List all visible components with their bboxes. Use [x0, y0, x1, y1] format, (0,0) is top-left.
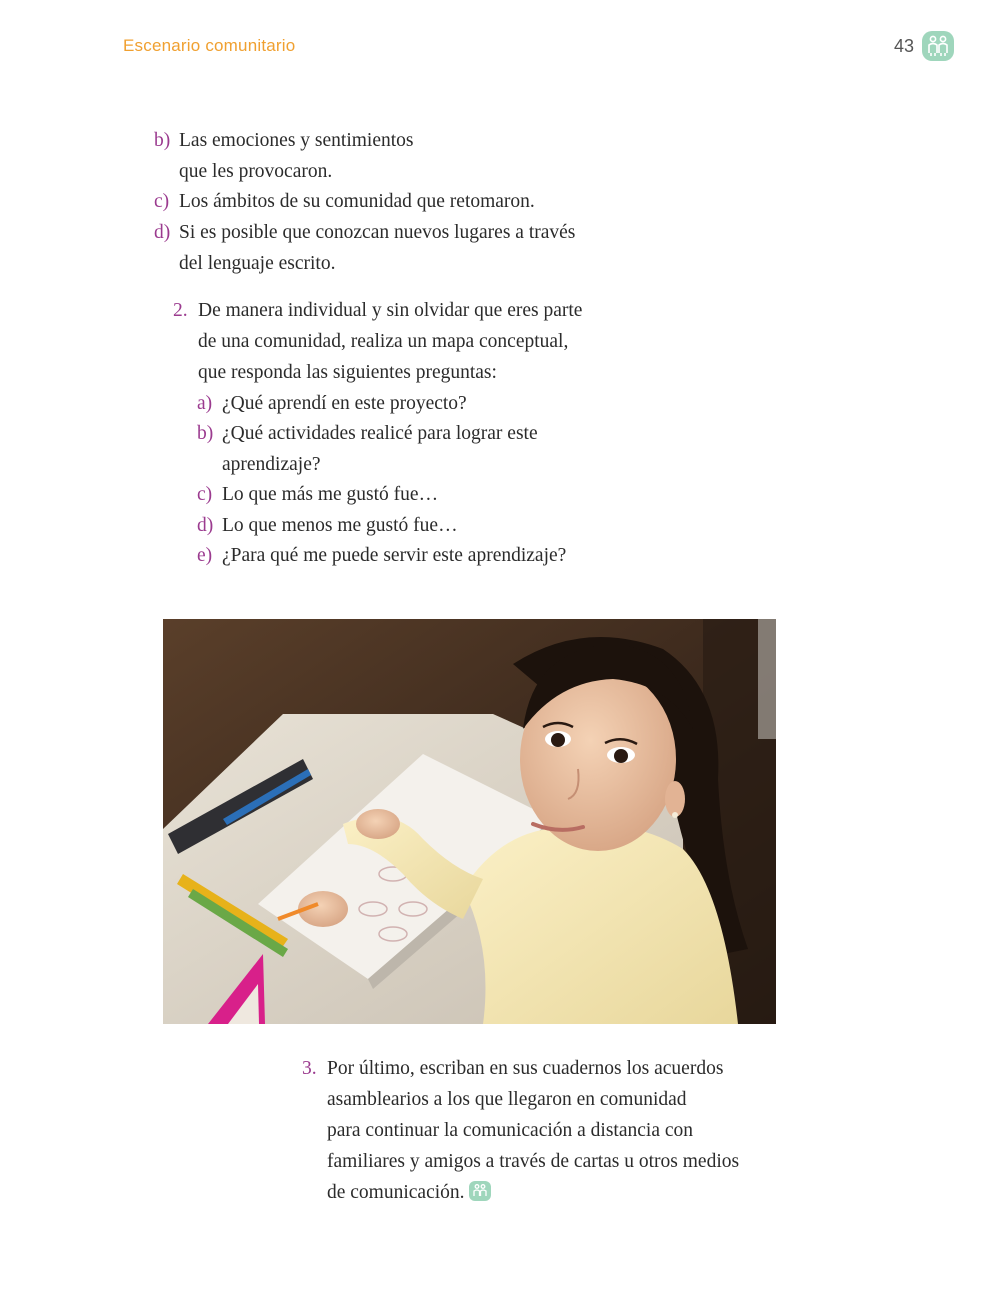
- list-marker: b): [197, 423, 214, 444]
- list-text-line: ¿Qué actividades realicé para lograr este: [222, 423, 538, 444]
- list-marker: d): [197, 515, 214, 536]
- list-marker: b): [154, 130, 171, 151]
- list-text-line: del lenguaje escrito.: [179, 253, 336, 274]
- list-marker: c): [154, 191, 170, 212]
- list-text-line: Los ámbitos de su comunidad que retomaron.: [179, 191, 535, 212]
- list-marker: e): [197, 545, 213, 566]
- list-text-line: ¿Qué aprendí en este proyecto?: [222, 393, 467, 414]
- step-text-line: que responda las siguientes preguntas:: [198, 362, 497, 383]
- step-marker: 2.: [173, 300, 188, 321]
- step-text-line: Por último, escriban en sus cuadernos los acuerdos: [327, 1058, 724, 1079]
- list-text-line: Lo que menos me gustó fue…: [222, 515, 458, 536]
- girl-writing-at-desk-photo: [163, 619, 776, 1024]
- list-text-line: Las emociones y sentimientos: [179, 130, 414, 151]
- list-marker: a): [197, 393, 213, 414]
- step-text-line-last: [327, 1177, 739, 1208]
- step-text-line: De manera individual y sin olvidar que eres parte: [198, 300, 583, 321]
- community-people-icon: [922, 31, 954, 61]
- community-people-icon: [469, 1181, 491, 1201]
- list-text-line: ¿Para qué me puede servir este aprendizaje?: [222, 545, 567, 566]
- step-text-line: para continuar la comunicación a distancia con: [327, 1120, 694, 1141]
- step-text-line: de comunicación.: [327, 1182, 465, 1203]
- page-number: 43: [894, 36, 915, 56]
- list-text-line: aprendizaje?: [222, 454, 321, 475]
- step-text-line: asamblearios a los que llegaron en comunidad: [327, 1089, 687, 1110]
- list-marker: d): [154, 222, 171, 243]
- step-marker: 3.: [302, 1058, 317, 1079]
- step-text-line: de una comunidad, realiza un mapa conceptual,: [198, 331, 569, 352]
- list-text-line: Si es posible que conozcan nuevos lugares a través: [179, 222, 576, 243]
- list-text-line: que les provocaron.: [179, 161, 333, 182]
- section-title: Escenario comunitario: [123, 36, 296, 55]
- step-text-line: familiares y amigos a través de cartas u otros medios: [327, 1151, 740, 1172]
- list-text-line: Lo que más me gustó fue…: [222, 484, 439, 505]
- list-marker: c): [197, 484, 213, 505]
